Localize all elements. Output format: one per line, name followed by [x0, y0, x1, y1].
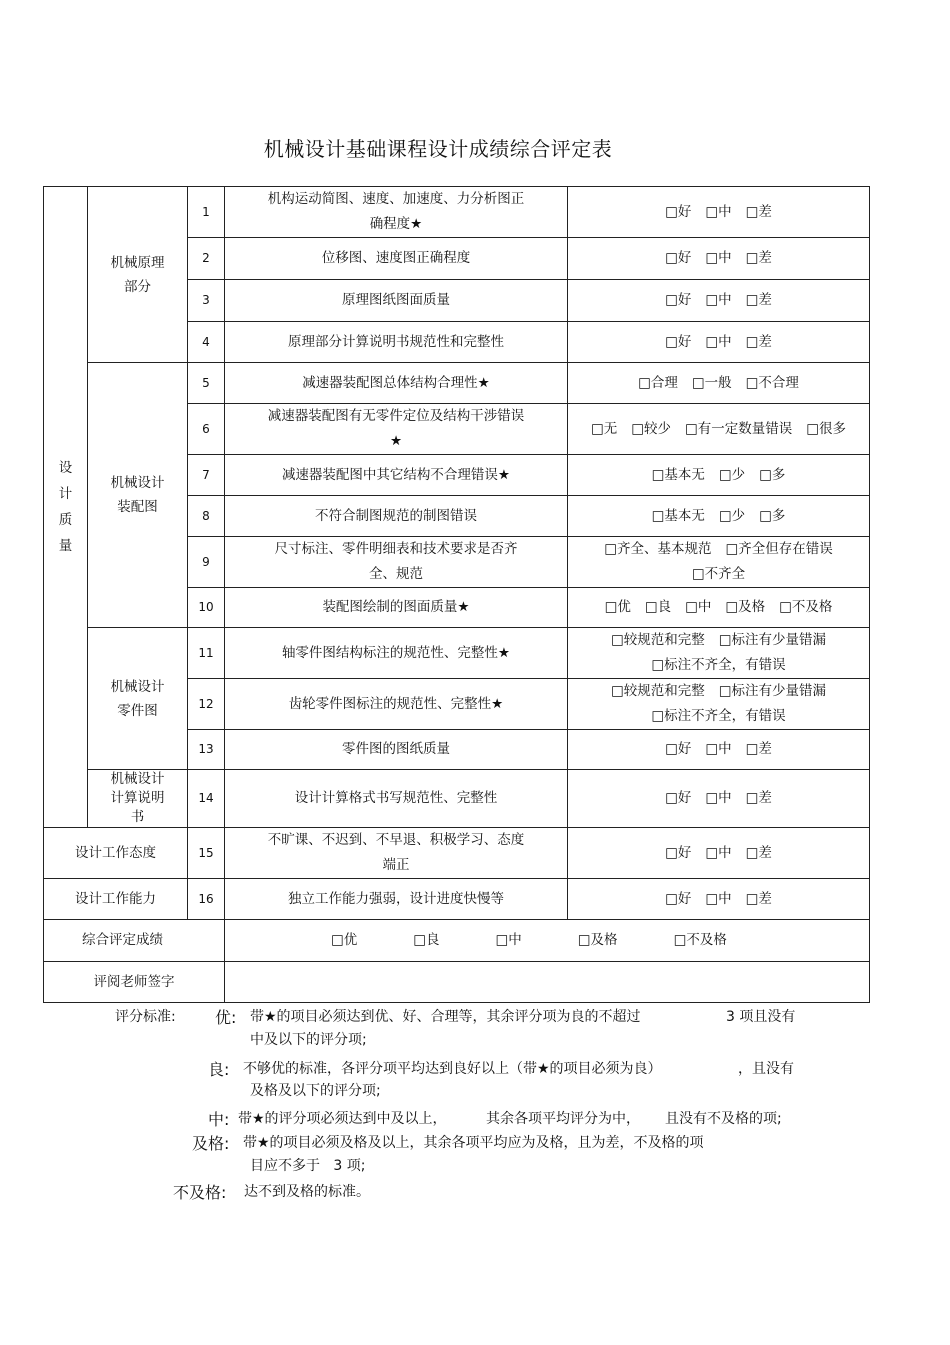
rating-checkbox[interactable]: □中	[685, 599, 712, 615]
standard-medium-text-3: 且没有不及格的项;	[665, 1111, 782, 1127]
row-criterion: 轴零件图结构标注的规范性、完整性★	[225, 628, 568, 679]
row-options	[568, 455, 870, 496]
rating-checkbox[interactable]: □齐全、基本规范	[604, 541, 712, 557]
row-number: 12	[188, 679, 225, 730]
row-options	[568, 404, 870, 455]
rating-checkbox[interactable]: □好	[665, 890, 692, 907]
group-label: 机械设计 装配图	[88, 363, 188, 628]
row-criterion: 减速器装配图中其它结构不合理错误★	[225, 455, 568, 496]
standard-medium-label: 中:	[208, 1110, 230, 1129]
table-row	[44, 628, 870, 679]
table-row	[44, 770, 870, 828]
row-number: 8	[188, 496, 225, 537]
rating-checkbox[interactable]: □基本无	[651, 466, 705, 483]
rating-checkbox[interactable]: □中	[705, 292, 732, 308]
row-options	[568, 879, 870, 920]
row-number: 16	[188, 879, 225, 920]
rating-checkbox[interactable]: □好	[665, 741, 692, 757]
standard-excellent-text-3: 中及以下的评分项;	[250, 1032, 367, 1048]
row-number: 7	[188, 455, 225, 496]
rating-checkbox[interactable]: □不合理	[745, 374, 799, 391]
row-number: 11	[188, 628, 225, 679]
group-label: 设计工作能力	[44, 879, 188, 920]
standard-medium-text-2: 其余各项平均评分为中，	[486, 1111, 640, 1127]
row-number: 3	[188, 280, 225, 322]
rating-checkbox[interactable]: □优	[604, 599, 631, 615]
rating-checkbox[interactable]: □一般	[691, 374, 732, 391]
row-options	[568, 322, 870, 363]
rating-checkbox[interactable]: □中	[705, 741, 732, 757]
rating-checkbox[interactable]: □差	[745, 203, 772, 220]
row-criterion: 不旷课、不迟到、不早退、积极学习、态度端正	[225, 828, 568, 879]
rating-checkbox[interactable]: □较少	[631, 420, 671, 437]
rating-checkbox[interactable]: □齐全但存在错误	[725, 541, 833, 557]
standard-excellent-text-2: 3 项且没有	[726, 1009, 796, 1025]
row-number: 14	[188, 770, 225, 828]
rating-checkbox[interactable]: □好	[665, 333, 692, 350]
overall-checkbox[interactable]: □及格	[577, 932, 618, 948]
standard-fail-text: 达不到及格的标准。	[244, 1184, 370, 1200]
rating-checkbox[interactable]: □及格	[725, 599, 766, 615]
outer-group-label: 设 计 质 量	[44, 187, 88, 828]
row-criterion: 尺寸标注、零件明细表和技术要求是否齐全、规范	[225, 537, 568, 588]
row-criterion: 零件图的图纸质量	[225, 730, 568, 770]
rating-checkbox[interactable]: □差	[745, 890, 772, 907]
row-criterion: 不符合制图规范的制图错误	[225, 496, 568, 537]
overall-options	[225, 920, 870, 962]
rating-checkbox[interactable]: □中	[705, 203, 732, 220]
rating-checkbox[interactable]: □多	[759, 507, 786, 524]
rating-checkbox[interactable]: □不及格	[779, 599, 833, 615]
rating-checkbox[interactable]: □标注不齐全，有错误	[651, 708, 786, 724]
signature-label: 评阅老师签字	[44, 962, 225, 1003]
rating-checkbox[interactable]: □良	[644, 599, 672, 615]
rating-checkbox[interactable]: □无	[590, 420, 618, 437]
row-options	[568, 588, 870, 628]
row-criterion: 齿轮零件图标注的规范性、完整性★	[225, 679, 568, 730]
standard-pass-text-2: 目应不多于 3 项;	[250, 1158, 366, 1174]
row-number: 10	[188, 588, 225, 628]
row-options	[568, 828, 870, 879]
rating-checkbox[interactable]: □中	[705, 890, 732, 907]
row-number: 13	[188, 730, 225, 770]
rating-checkbox[interactable]: □中	[705, 250, 732, 266]
group-label: 机械设计 零件图	[88, 628, 188, 770]
overall-checkbox[interactable]: □不及格	[673, 932, 727, 948]
row-criterion: 原理图纸图面质量	[225, 280, 568, 322]
rating-checkbox[interactable]: □较规范和完整	[610, 683, 705, 699]
row-options	[568, 238, 870, 280]
rating-checkbox[interactable]: □中	[705, 790, 732, 806]
standard-good-text-2: ，且没有	[738, 1061, 794, 1077]
rating-checkbox[interactable]: □中	[705, 844, 732, 861]
standard-fail-label: 不及格:	[173, 1183, 227, 1202]
rating-checkbox[interactable]: □较规范和完整	[610, 632, 705, 648]
signature-row	[44, 962, 870, 1003]
overall-label: 综合评定成绩	[44, 920, 225, 962]
standard-medium-text: 带★的评分项必须达到中及以上，	[238, 1111, 447, 1127]
row-options	[568, 187, 870, 238]
rating-checkbox[interactable]: □差	[745, 844, 772, 861]
table-row	[44, 363, 870, 404]
overall-checkbox[interactable]: □良	[413, 932, 440, 948]
row-number: 6	[188, 404, 225, 455]
standard-good-text-3: 及格及以下的评分项;	[250, 1083, 381, 1099]
rating-checkbox[interactable]: □好	[665, 844, 692, 861]
row-options	[568, 537, 870, 588]
row-criterion: 机构运动简图、速度、加速度、力分析图正确程度★	[225, 187, 568, 238]
row-options	[568, 770, 870, 828]
row-number: 15	[188, 828, 225, 879]
rating-checkbox[interactable]: □差	[745, 292, 772, 308]
row-options	[568, 496, 870, 537]
rating-checkbox[interactable]: □标注有少量错漏	[718, 632, 827, 648]
row-number: 1	[188, 187, 225, 238]
row-criterion: 减速器装配图有无零件定位及结构干涉错误★	[225, 404, 568, 455]
row-criterion: 装配图绘制的图面质量★	[225, 588, 568, 628]
evaluation-table	[43, 186, 870, 1003]
rating-checkbox[interactable]: □好	[665, 203, 692, 220]
table-row	[44, 879, 870, 920]
standard-excellent-text: 带★的项目必须达到优、好、合理等，其余评分项为良的不超过	[250, 1009, 641, 1025]
row-options	[568, 628, 870, 679]
row-criterion: 减速器装配图总体结构合理性★	[225, 363, 568, 404]
rating-checkbox[interactable]: □少	[718, 507, 746, 524]
rating-checkbox[interactable]: □不齐全	[691, 566, 746, 582]
rating-checkbox[interactable]: □合理	[638, 374, 678, 391]
row-criterion: 独立工作能力强弱，设计进度快慢等	[225, 879, 568, 920]
standard-excellent-label: 优:	[215, 1008, 237, 1027]
overall-checkbox[interactable]: □优	[331, 932, 358, 948]
row-criterion: 设计计算格式书写规范性、完整性	[225, 770, 568, 828]
rating-checkbox[interactable]: □多	[759, 466, 786, 483]
row-number: 5	[188, 363, 225, 404]
row-number: 9	[188, 537, 225, 588]
rating-checkbox[interactable]: □差	[745, 741, 772, 757]
group-label: 设计工作态度	[44, 828, 188, 879]
row-options	[568, 730, 870, 770]
rating-checkbox[interactable]: □好	[665, 790, 692, 806]
overall-checkbox[interactable]: □中	[495, 932, 522, 948]
rating-checkbox[interactable]: □有一定数量错误	[685, 420, 793, 437]
overall-row	[44, 920, 870, 962]
standard-pass-text: 带★的项目必须及格及以上，其余各项平均应为及格，且为差，不及格的项	[243, 1135, 704, 1151]
row-options	[568, 679, 870, 730]
standard-good-text: 不够优的标准，各评分项平均达到良好以上（带★的项目必须为良）	[243, 1061, 662, 1077]
rating-checkbox[interactable]: □标注有少量错漏	[718, 683, 827, 699]
signature-field[interactable]	[225, 962, 870, 1003]
rating-checkbox[interactable]: □基本无	[651, 507, 705, 524]
row-criterion: 原理部分计算说明书规范性和完整性	[225, 322, 568, 363]
page-title: 机械设计基础课程设计成绩综合评定表	[263, 137, 613, 161]
rating-checkbox[interactable]: □中	[705, 333, 732, 350]
standards-heading: 评分标准:	[115, 1009, 176, 1025]
standard-pass-label: 及格:	[192, 1134, 230, 1153]
row-number: 4	[188, 322, 225, 363]
row-criterion: 位移图、速度图正确程度	[225, 238, 568, 280]
rating-checkbox[interactable]: □标注不齐全，有错误	[651, 657, 786, 673]
rating-checkbox[interactable]: □很多	[806, 420, 847, 437]
row-options	[568, 363, 870, 404]
group-label: 机械设计 计算说明 书	[88, 770, 188, 828]
table-row	[44, 187, 870, 238]
row-number: 2	[188, 238, 225, 280]
group-label: 机械原理 部分	[88, 187, 188, 363]
row-options	[568, 280, 870, 322]
rating-checkbox[interactable]: □好	[665, 292, 692, 308]
standard-good-label: 良:	[208, 1060, 230, 1079]
rating-checkbox[interactable]: □好	[665, 250, 692, 266]
rating-checkbox[interactable]: □差	[745, 333, 772, 350]
rating-checkbox[interactable]: □差	[745, 250, 772, 266]
rating-checkbox[interactable]: □少	[718, 466, 746, 483]
table-row	[44, 828, 870, 879]
rating-checkbox[interactable]: □差	[745, 790, 772, 806]
